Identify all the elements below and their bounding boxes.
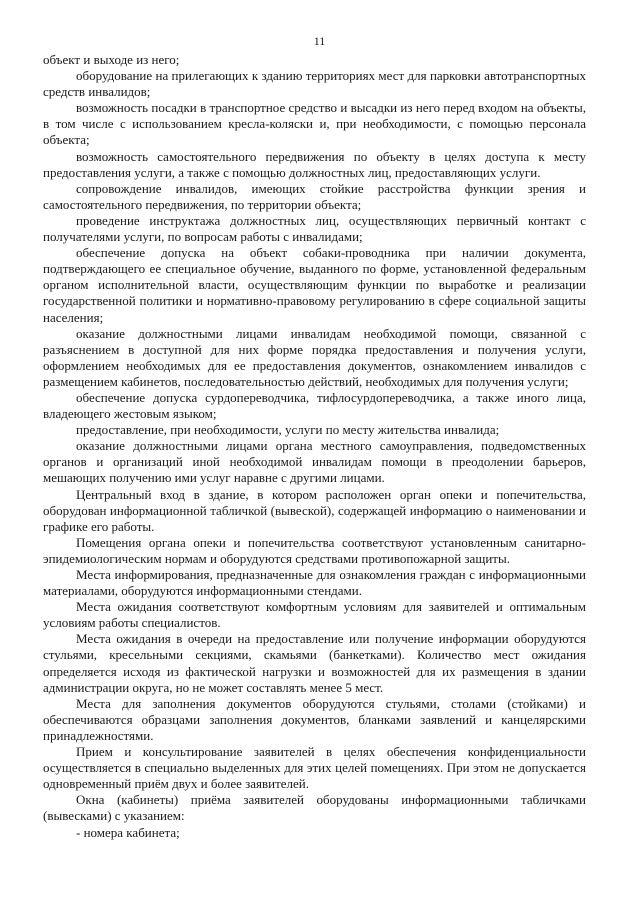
paragraph: Места ожидания соответствуют комфортным условиям для заявителей и оптимальным условиям работы специалистов. (43, 599, 586, 631)
paragraph: оказание должностными лицами инвалидам необходимой помощи, связанной с разъяснением в доступной для них форме порядка предоставления и получения услуги, оформлением необходимых для ее предоставления документов, ознакомлением инвалидов с размещением кабинетов, последовательностью действий, необходимых для получения услуги; (43, 325, 586, 389)
paragraph: предоставление, при необходимости, услуги по месту жительства инвалида; (76, 422, 500, 438)
paragraph: оборудование на прилегающих к зданию территориях мест для парковки автотранспортных средств инвалидов; (43, 68, 586, 100)
paragraph: - номера кабинета; (76, 824, 180, 840)
paragraph: Прием и консультирование заявителей в целях обеспечения конфиденциальности осуществляется в специально выделенных для этих целей помещениях. При этом не допускается одновременный приём двух и более заявителей. (43, 744, 586, 792)
paragraph: Места для заполнения документов оборудуются стульями, столами (стойками) и обеспечиваются образцами заполнения документов, бланками заявлений и канцелярскими принадлежностями. (43, 695, 586, 743)
paragraph: оказание должностными лицами органа местного самоуправления, подведомственных органов и организаций иной необходимой инвалидам помощи в преодолении барьеров, мешающих получению ими услуг наравне с другими лицами. (43, 438, 586, 486)
paragraph: Окна (кабинеты) приёма заявителей оборудованы информационными табличками (вывесками) с указанием: (43, 792, 586, 824)
paragraph: возможность самостоятельного передвижения по объекту в целях доступа к месту предоставления услуги, а также с помощью должностных лиц, предоставляющих услуги. (43, 148, 586, 180)
paragraph: обеспечение допуска сурдопереводчика, тифлосурдопереводчика, а также иного лица, владеющего жестовым языком; (43, 389, 586, 422)
paragraph: Центральный вход в здание, в котором расположен орган опеки и попечительства, оборудован информационной табличкой (вывеской), содержащей информацию о наименовании и графике его работы. (43, 486, 586, 534)
paragraph: проведение инструктажа должностных лиц, осуществляющих первичный контакт с получателями услуги, по вопросам работы с инвалидами; (43, 212, 586, 245)
paragraph: объект и выходе из него; (43, 52, 180, 67)
paragraph: Помещения органа опеки и попечительства соответствуют установленным санитарно-эпидемиологическим нормам и оборудуются средствами противопожарной защиты. (43, 534, 586, 566)
page-number: 11 (313, 34, 326, 48)
paragraph: Места ожидания в очереди на предоставление или получение информации оборудуются стульями, кресельными секциями, скамьями (банкетками). Количество мест ожидания определяется исходя из фактической нагрузки и возможностей для их размещения в здании администрации округа, но не может составлять менее 5 мест. (43, 631, 586, 695)
paragraph: сопровождение инвалидов, имеющих стойкие расстройства функции зрения и самостоятельного передвижения, по территории объекта; (43, 180, 586, 212)
paragraph: Места информирования, предназначенные для ознакомления граждан с информационными материалами, оборудуются информационными стендами. (43, 567, 586, 599)
paragraph: возможность посадки в транспортное средство и высадки из него перед входом на объекты, в том числе с использованием кресла-коляски и, при необходимости, с помощью персонала объекта; (43, 100, 586, 148)
paragraph: обеспечение допуска на объект собаки-проводника при наличии документа, подтверждающего ее специальное обучение, выданного по форме, установленной федеральным органом исполнительной власти, осуществляющим функции по выработке и реализации государственной политики и нормативно-правовому регулированию в сфере социальной защиты населения; (43, 245, 586, 325)
document-body (43, 52, 586, 841)
